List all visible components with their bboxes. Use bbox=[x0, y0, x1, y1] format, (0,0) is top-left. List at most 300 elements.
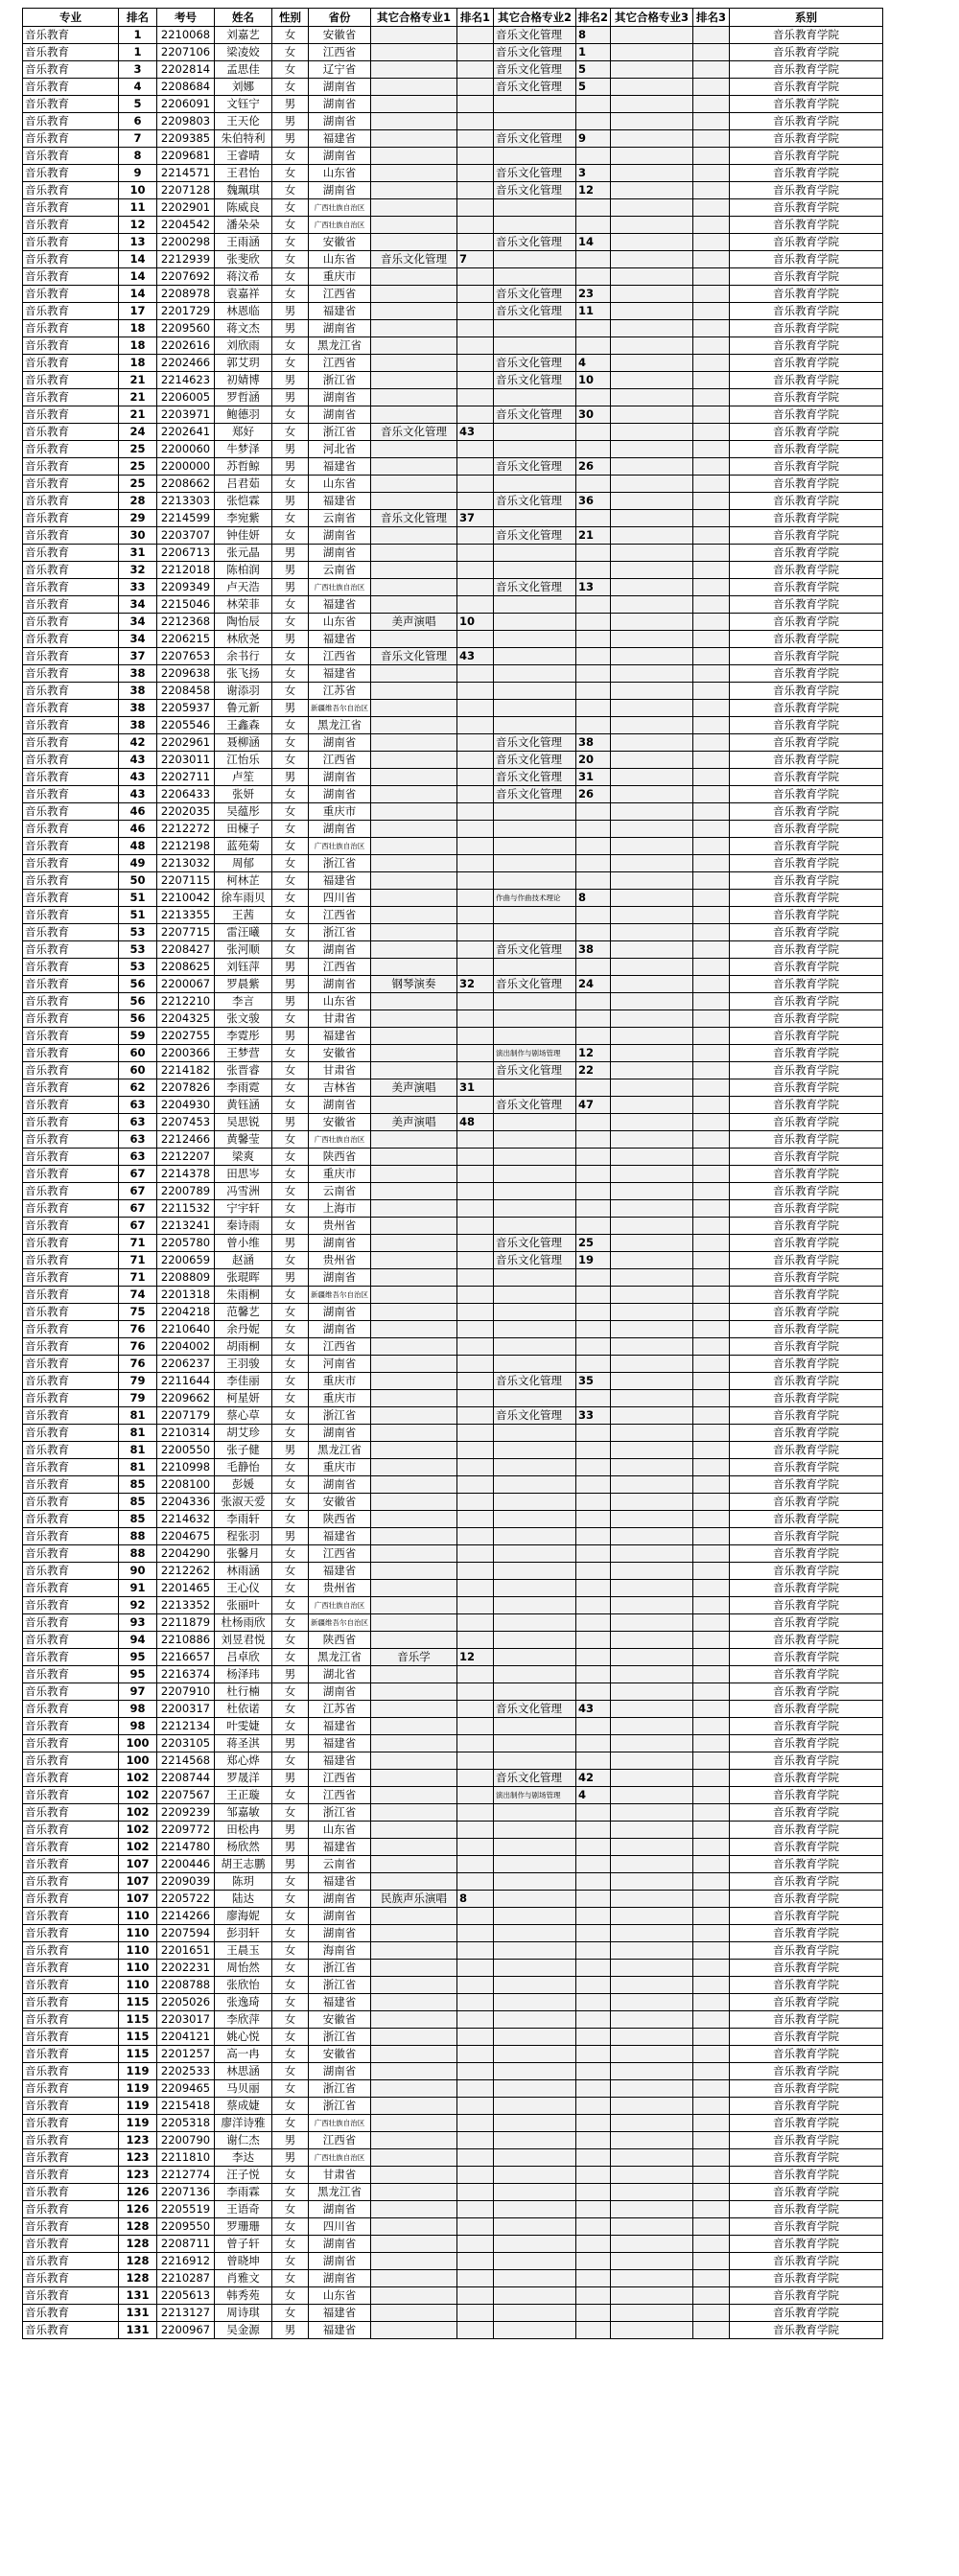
cell-exam-number: 2208788 bbox=[157, 1977, 215, 1994]
cell-department: 音乐教育学院 bbox=[730, 1338, 883, 1356]
cell-exam-number: 2209803 bbox=[157, 113, 215, 130]
cell-rank-3 bbox=[693, 337, 730, 355]
header-province: 省份 bbox=[309, 9, 371, 27]
cell-province: 江西省 bbox=[309, 2132, 371, 2149]
table-row bbox=[23, 2253, 883, 2270]
cell-rank-1 bbox=[457, 2322, 494, 2339]
cell-rank-3 bbox=[693, 389, 730, 406]
cell-gender: 女 bbox=[272, 1373, 309, 1390]
table-row bbox=[23, 2236, 883, 2253]
cell-other-major-3 bbox=[611, 1476, 693, 1494]
cell-name: 张丽叶 bbox=[215, 1597, 272, 1614]
cell-rank: 7 bbox=[119, 130, 157, 148]
cell-rank: 126 bbox=[119, 2184, 157, 2201]
cell-rank-3 bbox=[693, 1149, 730, 1166]
cell-major: 音乐教育 bbox=[23, 2029, 119, 2046]
cell-major: 音乐教育 bbox=[23, 217, 119, 234]
cell-department: 音乐教育学院 bbox=[730, 1632, 883, 1649]
cell-rank-2 bbox=[576, 2322, 611, 2339]
cell-other-major-3 bbox=[611, 2201, 693, 2218]
cell-name: 刘昱君悦 bbox=[215, 1632, 272, 1649]
cell-province: 黑龙江省 bbox=[309, 2184, 371, 2201]
cell-rank: 100 bbox=[119, 1735, 157, 1752]
cell-gender: 女 bbox=[272, 1701, 309, 1718]
cell-rank-3 bbox=[693, 527, 730, 545]
cell-other-major-2: 音乐文化管理 bbox=[494, 286, 576, 303]
cell-other-major-1 bbox=[371, 1200, 457, 1218]
table-row bbox=[23, 1425, 883, 1442]
cell-province: 湖南省 bbox=[309, 1304, 371, 1321]
cell-other-major-2 bbox=[494, 1942, 576, 1960]
cell-other-major-3 bbox=[611, 769, 693, 786]
table-row bbox=[23, 113, 883, 130]
cell-province: 湖南省 bbox=[309, 1908, 371, 1925]
cell-province: 重庆市 bbox=[309, 1459, 371, 1476]
cell-rank-3 bbox=[693, 1597, 730, 1614]
cell-name: 刘钰萍 bbox=[215, 959, 272, 976]
cell-name: 邹嘉敏 bbox=[215, 1804, 272, 1822]
cell-exam-number: 2205780 bbox=[157, 1235, 215, 1252]
cell-exam-number: 2200366 bbox=[157, 1045, 215, 1062]
cell-other-major-2: 音乐文化管理 bbox=[494, 182, 576, 199]
cell-gender: 男 bbox=[272, 579, 309, 596]
cell-other-major-1 bbox=[371, 717, 457, 734]
cell-province: 浙江省 bbox=[309, 2029, 371, 2046]
cell-exam-number: 2202231 bbox=[157, 1960, 215, 1977]
cell-province: 福建省 bbox=[309, 1839, 371, 1856]
cell-rank: 100 bbox=[119, 1752, 157, 1770]
table-row bbox=[23, 2011, 883, 2029]
cell-rank-3 bbox=[693, 199, 730, 217]
cell-other-major-1 bbox=[371, 234, 457, 251]
cell-exam-number: 2212466 bbox=[157, 1131, 215, 1149]
cell-rank-3 bbox=[693, 424, 730, 441]
cell-province: 福建省 bbox=[309, 1994, 371, 2011]
cell-department: 音乐教育学院 bbox=[730, 320, 883, 337]
cell-rank-2 bbox=[576, 1010, 611, 1028]
cell-other-major-1 bbox=[371, 1839, 457, 1856]
table-row bbox=[23, 1891, 883, 1908]
table-row bbox=[23, 717, 883, 734]
cell-other-major-3 bbox=[611, 2305, 693, 2322]
cell-department: 音乐教育学院 bbox=[730, 303, 883, 320]
cell-name: 张逸琦 bbox=[215, 1994, 272, 2011]
cell-rank-2 bbox=[576, 2305, 611, 2322]
cell-gender: 男 bbox=[272, 1114, 309, 1131]
cell-exam-number: 2212939 bbox=[157, 251, 215, 268]
cell-gender: 女 bbox=[272, 251, 309, 268]
cell-major: 音乐教育 bbox=[23, 1218, 119, 1235]
cell-other-major-1 bbox=[371, 389, 457, 406]
cell-rank-3 bbox=[693, 545, 730, 562]
cell-rank: 102 bbox=[119, 1822, 157, 1839]
cell-rank-2 bbox=[576, 1356, 611, 1373]
cell-rank: 119 bbox=[119, 2098, 157, 2115]
cell-major: 音乐教育 bbox=[23, 1252, 119, 1269]
cell-department: 音乐教育学院 bbox=[730, 1960, 883, 1977]
cell-rank-2 bbox=[576, 803, 611, 821]
cell-exam-number: 2209681 bbox=[157, 148, 215, 165]
cell-rank-3 bbox=[693, 510, 730, 527]
cell-other-major-3 bbox=[611, 1287, 693, 1304]
cell-exam-number: 2202711 bbox=[157, 769, 215, 786]
cell-major: 音乐教育 bbox=[23, 1356, 119, 1373]
table-row bbox=[23, 148, 883, 165]
cell-other-major-1 bbox=[371, 2322, 457, 2339]
table-row bbox=[23, 734, 883, 752]
cell-exam-number: 2201318 bbox=[157, 1287, 215, 1304]
cell-other-major-1: 美声演唱 bbox=[371, 1079, 457, 1097]
cell-department: 音乐教育学院 bbox=[730, 1511, 883, 1528]
cell-major: 音乐教育 bbox=[23, 1735, 119, 1752]
cell-province: 湖南省 bbox=[309, 113, 371, 130]
cell-exam-number: 2202755 bbox=[157, 1028, 215, 1045]
cell-exam-number: 2203971 bbox=[157, 406, 215, 424]
cell-other-major-2 bbox=[494, 1390, 576, 1407]
cell-department: 音乐教育学院 bbox=[730, 1735, 883, 1752]
cell-rank: 79 bbox=[119, 1373, 157, 1390]
cell-rank-1 bbox=[457, 1338, 494, 1356]
cell-rank-2 bbox=[576, 924, 611, 941]
cell-gender: 女 bbox=[272, 1752, 309, 1770]
cell-major: 音乐教育 bbox=[23, 855, 119, 872]
table-row bbox=[23, 2029, 883, 2046]
cell-rank: 4 bbox=[119, 79, 157, 96]
cell-other-major-1: 音乐文化管理 bbox=[371, 251, 457, 268]
cell-province: 浙江省 bbox=[309, 372, 371, 389]
cell-rank-2 bbox=[576, 2218, 611, 2236]
cell-gender: 女 bbox=[272, 1804, 309, 1822]
cell-department: 音乐教育学院 bbox=[730, 1822, 883, 1839]
cell-rank-3 bbox=[693, 1287, 730, 1304]
cell-name: 宁宇轩 bbox=[215, 1200, 272, 1218]
cell-rank: 107 bbox=[119, 1856, 157, 1873]
cell-other-major-3 bbox=[611, 1321, 693, 1338]
cell-rank-3 bbox=[693, 1304, 730, 1321]
cell-department: 音乐教育学院 bbox=[730, 1390, 883, 1407]
cell-gender: 女 bbox=[272, 2287, 309, 2305]
table-row bbox=[23, 562, 883, 579]
cell-rank: 81 bbox=[119, 1407, 157, 1425]
cell-other-major-3 bbox=[611, 803, 693, 821]
cell-gender: 女 bbox=[272, 61, 309, 79]
cell-gender: 女 bbox=[272, 1718, 309, 1735]
cell-other-major-2 bbox=[494, 2011, 576, 2029]
cell-province: 贵州省 bbox=[309, 1252, 371, 1269]
cell-other-major-2 bbox=[494, 2029, 576, 2046]
cell-name: 卢天浩 bbox=[215, 579, 272, 596]
cell-rank: 21 bbox=[119, 406, 157, 424]
cell-rank-2 bbox=[576, 1718, 611, 1735]
cell-rank-1 bbox=[457, 1425, 494, 1442]
cell-name: 张晋睿 bbox=[215, 1062, 272, 1079]
cell-rank-1 bbox=[457, 2218, 494, 2236]
cell-province: 湖南省 bbox=[309, 1097, 371, 1114]
cell-name: 王羽骏 bbox=[215, 1356, 272, 1373]
cell-other-major-2 bbox=[494, 1131, 576, 1149]
cell-rank-1 bbox=[457, 1149, 494, 1166]
table-row bbox=[23, 855, 883, 872]
cell-other-major-2 bbox=[494, 1476, 576, 1494]
cell-exam-number: 2206091 bbox=[157, 96, 215, 113]
cell-rank-3 bbox=[693, 1028, 730, 1045]
cell-name: 蔡心草 bbox=[215, 1407, 272, 1425]
cell-major: 音乐教育 bbox=[23, 61, 119, 79]
cell-rank-1: 31 bbox=[457, 1079, 494, 1097]
cell-name: 李雨霓 bbox=[215, 1079, 272, 1097]
cell-department: 音乐教育学院 bbox=[730, 1994, 883, 2011]
table-row bbox=[23, 527, 883, 545]
cell-other-major-3 bbox=[611, 907, 693, 924]
cell-rank-3 bbox=[693, 493, 730, 510]
cell-rank-2 bbox=[576, 1269, 611, 1287]
cell-rank-2: 42 bbox=[576, 1770, 611, 1787]
cell-rank-1 bbox=[457, 993, 494, 1010]
cell-department: 音乐教育学院 bbox=[730, 1839, 883, 1856]
cell-rank-1 bbox=[457, 579, 494, 596]
cell-exam-number: 2211810 bbox=[157, 2149, 215, 2167]
cell-other-major-3 bbox=[611, 1166, 693, 1183]
cell-rank-1 bbox=[457, 61, 494, 79]
cell-rank-3 bbox=[693, 148, 730, 165]
cell-other-major-3 bbox=[611, 527, 693, 545]
cell-exam-number: 2200790 bbox=[157, 2132, 215, 2149]
cell-exam-number: 2208978 bbox=[157, 286, 215, 303]
cell-rank: 123 bbox=[119, 2132, 157, 2149]
cell-department: 音乐教育学院 bbox=[730, 1200, 883, 1218]
cell-exam-number: 2213303 bbox=[157, 493, 215, 510]
cell-other-major-3 bbox=[611, 424, 693, 441]
header-other-major-1: 其它合格专业1 bbox=[371, 9, 457, 27]
cell-other-major-2: 音乐文化管理 bbox=[494, 941, 576, 959]
cell-major: 音乐教育 bbox=[23, 2236, 119, 2253]
cell-province: 湖南省 bbox=[309, 2270, 371, 2287]
cell-exam-number: 2204542 bbox=[157, 217, 215, 234]
cell-other-major-1 bbox=[371, 1338, 457, 1356]
table-row bbox=[23, 2149, 883, 2167]
cell-rank: 67 bbox=[119, 1183, 157, 1200]
cell-exam-number: 2215418 bbox=[157, 2098, 215, 2115]
cell-major: 音乐教育 bbox=[23, 1994, 119, 2011]
cell-major: 音乐教育 bbox=[23, 1787, 119, 1804]
cell-department: 音乐教育学院 bbox=[730, 1114, 883, 1131]
cell-rank-3 bbox=[693, 1770, 730, 1787]
table-row bbox=[23, 2115, 883, 2132]
cell-other-major-1 bbox=[371, 1614, 457, 1632]
cell-exam-number: 2200298 bbox=[157, 234, 215, 251]
cell-exam-number: 2207715 bbox=[157, 924, 215, 941]
cell-rank-1: 10 bbox=[457, 614, 494, 631]
cell-rank-1 bbox=[457, 1356, 494, 1373]
cell-exam-number: 2212210 bbox=[157, 993, 215, 1010]
cell-rank-2 bbox=[576, 1752, 611, 1770]
cell-other-major-1 bbox=[371, 1977, 457, 1994]
cell-province: 湖南省 bbox=[309, 821, 371, 838]
cell-department: 音乐教育学院 bbox=[730, 406, 883, 424]
cell-other-major-1 bbox=[371, 1356, 457, 1373]
cell-rank: 10 bbox=[119, 182, 157, 199]
cell-rank-3 bbox=[693, 1218, 730, 1235]
cell-province: 湖南省 bbox=[309, 769, 371, 786]
cell-rank-2 bbox=[576, 2011, 611, 2029]
cell-department: 音乐教育学院 bbox=[730, 2132, 883, 2149]
cell-gender: 女 bbox=[272, 2011, 309, 2029]
cell-rank-1 bbox=[457, 199, 494, 217]
cell-other-major-3 bbox=[611, 268, 693, 286]
cell-rank-3 bbox=[693, 1960, 730, 1977]
cell-other-major-3 bbox=[611, 1390, 693, 1407]
cell-other-major-2 bbox=[494, 199, 576, 217]
cell-other-major-3 bbox=[611, 1079, 693, 1097]
cell-department: 音乐教育学院 bbox=[730, 1701, 883, 1718]
cell-rank-3 bbox=[693, 2080, 730, 2098]
cell-other-major-1 bbox=[371, 1459, 457, 1476]
cell-name: 潘朵朵 bbox=[215, 217, 272, 234]
cell-other-major-2: 音乐文化管理 bbox=[494, 303, 576, 320]
cell-rank-2 bbox=[576, 441, 611, 458]
cell-rank-1 bbox=[457, 1701, 494, 1718]
cell-rank: 51 bbox=[119, 907, 157, 924]
cell-other-major-1 bbox=[371, 1149, 457, 1166]
cell-major: 音乐教育 bbox=[23, 1891, 119, 1908]
cell-other-major-3 bbox=[611, 251, 693, 268]
cell-rank-2 bbox=[576, 337, 611, 355]
cell-other-major-3 bbox=[611, 1131, 693, 1149]
table-row bbox=[23, 1683, 883, 1701]
cell-name: 刘嘉艺 bbox=[215, 27, 272, 44]
cell-other-major-3 bbox=[611, 27, 693, 44]
cell-rank-3 bbox=[693, 1252, 730, 1269]
cell-gender: 男 bbox=[272, 769, 309, 786]
cell-major: 音乐教育 bbox=[23, 1269, 119, 1287]
table-row bbox=[23, 1338, 883, 1356]
cell-other-major-1 bbox=[371, 2063, 457, 2080]
cell-rank-1 bbox=[457, 1908, 494, 1925]
cell-gender: 女 bbox=[272, 1304, 309, 1321]
cell-rank-3 bbox=[693, 79, 730, 96]
cell-major: 音乐教育 bbox=[23, 1028, 119, 1045]
cell-rank-2 bbox=[576, 1908, 611, 1925]
cell-other-major-2: 音乐文化管理 bbox=[494, 458, 576, 476]
cell-rank: 90 bbox=[119, 1563, 157, 1580]
cell-gender: 女 bbox=[272, 2098, 309, 2115]
table-row bbox=[23, 1287, 883, 1304]
cell-other-major-2 bbox=[494, 268, 576, 286]
cell-name: 刘欣雨 bbox=[215, 337, 272, 355]
cell-rank: 60 bbox=[119, 1062, 157, 1079]
cell-rank-3 bbox=[693, 1235, 730, 1252]
cell-rank-2: 33 bbox=[576, 1407, 611, 1425]
cell-exam-number: 2204675 bbox=[157, 1528, 215, 1545]
cell-other-major-3 bbox=[611, 182, 693, 199]
cell-other-major-2: 音乐文化管理 bbox=[494, 1097, 576, 1114]
cell-province: 甘肃省 bbox=[309, 2167, 371, 2184]
table-row bbox=[23, 1614, 883, 1632]
cell-rank: 21 bbox=[119, 372, 157, 389]
cell-rank-2 bbox=[576, 1649, 611, 1666]
cell-major: 音乐教育 bbox=[23, 372, 119, 389]
cell-other-major-3 bbox=[611, 458, 693, 476]
cell-rank-3 bbox=[693, 821, 730, 838]
cell-other-major-3 bbox=[611, 1028, 693, 1045]
cell-rank-1 bbox=[457, 2167, 494, 2184]
cell-name: 张馨月 bbox=[215, 1545, 272, 1563]
cell-rank-1 bbox=[457, 2305, 494, 2322]
cell-other-major-3 bbox=[611, 96, 693, 113]
cell-department: 音乐教育学院 bbox=[730, 234, 883, 251]
cell-exam-number: 2210998 bbox=[157, 1459, 215, 1476]
cell-major: 音乐教育 bbox=[23, 821, 119, 838]
cell-major: 音乐教育 bbox=[23, 1632, 119, 1649]
cell-name: 朱雨桐 bbox=[215, 1287, 272, 1304]
cell-rank: 24 bbox=[119, 424, 157, 441]
cell-rank: 74 bbox=[119, 1287, 157, 1304]
table-row bbox=[23, 665, 883, 683]
cell-gender: 女 bbox=[272, 734, 309, 752]
cell-rank: 14 bbox=[119, 268, 157, 286]
cell-rank-3 bbox=[693, 1752, 730, 1770]
cell-rank: 71 bbox=[119, 1235, 157, 1252]
cell-province: 陕西省 bbox=[309, 1149, 371, 1166]
cell-major: 音乐教育 bbox=[23, 1494, 119, 1511]
cell-other-major-2 bbox=[494, 1442, 576, 1459]
cell-rank-2 bbox=[576, 2098, 611, 2115]
cell-rank-2 bbox=[576, 320, 611, 337]
cell-major: 音乐教育 bbox=[23, 2184, 119, 2201]
cell-name: 杜杨雨欣 bbox=[215, 1614, 272, 1632]
cell-exam-number: 2208662 bbox=[157, 476, 215, 493]
table-row bbox=[23, 631, 883, 648]
cell-province: 新疆维吾尔自治区 bbox=[309, 700, 371, 717]
cell-other-major-3 bbox=[611, 199, 693, 217]
cell-department: 音乐教育学院 bbox=[730, 2167, 883, 2184]
cell-gender: 女 bbox=[272, 1287, 309, 1304]
cell-other-major-3 bbox=[611, 1407, 693, 1425]
cell-exam-number: 2202616 bbox=[157, 337, 215, 355]
cell-other-major-1 bbox=[371, 1442, 457, 1459]
cell-other-major-3 bbox=[611, 1683, 693, 1701]
cell-rank-1 bbox=[457, 1131, 494, 1149]
cell-rank-2: 36 bbox=[576, 493, 611, 510]
table-row bbox=[23, 1735, 883, 1752]
cell-rank-1 bbox=[457, 320, 494, 337]
cell-gender: 男 bbox=[272, 2149, 309, 2167]
cell-department: 音乐教育学院 bbox=[730, 2011, 883, 2029]
cell-rank: 34 bbox=[119, 614, 157, 631]
cell-rank-2 bbox=[576, 1960, 611, 1977]
cell-province: 山东省 bbox=[309, 2287, 371, 2305]
cell-rank-1 bbox=[457, 2029, 494, 2046]
cell-name: 吕卓欣 bbox=[215, 1649, 272, 1666]
cell-department: 音乐教育学院 bbox=[730, 389, 883, 406]
cell-major: 音乐教育 bbox=[23, 1459, 119, 1476]
cell-gender: 女 bbox=[272, 1200, 309, 1218]
cell-department: 音乐教育学院 bbox=[730, 2080, 883, 2098]
cell-rank-3 bbox=[693, 683, 730, 700]
cell-other-major-2 bbox=[494, 217, 576, 234]
cell-department: 音乐教育学院 bbox=[730, 2287, 883, 2305]
cell-exam-number: 2200789 bbox=[157, 1183, 215, 1200]
cell-rank-3 bbox=[693, 96, 730, 113]
cell-other-major-1 bbox=[371, 631, 457, 648]
cell-other-major-3 bbox=[611, 2322, 693, 2339]
cell-rank-2: 21 bbox=[576, 527, 611, 545]
cell-major: 音乐教育 bbox=[23, 1908, 119, 1925]
cell-province: 湖南省 bbox=[309, 389, 371, 406]
cell-province: 湖南省 bbox=[309, 976, 371, 993]
cell-rank-2 bbox=[576, 2029, 611, 2046]
cell-rank-2 bbox=[576, 1287, 611, 1304]
